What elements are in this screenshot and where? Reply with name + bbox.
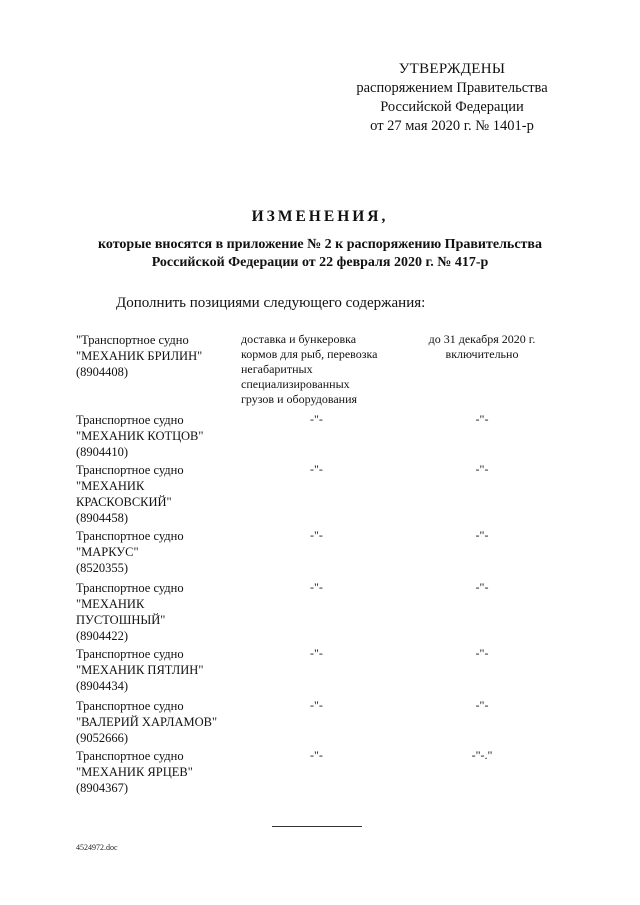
vessel-name-line: Транспортное судно xyxy=(76,749,184,763)
vessel-name-cell xyxy=(76,332,246,380)
purpose-line: -"- xyxy=(310,462,323,476)
purpose-line: -"- xyxy=(310,580,323,594)
purpose-line: -"- xyxy=(310,528,323,542)
term-cell xyxy=(420,462,544,477)
term-line: -"- xyxy=(475,646,489,660)
purpose-line: кормов для рыб, перевозка xyxy=(241,347,378,361)
term-cell xyxy=(420,748,544,763)
vessel-name-line: Транспортное судно xyxy=(76,647,184,661)
vessel-name-line: "МЕХАНИК КОТЦОВ" xyxy=(76,429,204,443)
term-line: -"- xyxy=(475,462,489,476)
purpose-line: -"- xyxy=(310,748,323,762)
vessel-name-line: (8904408) xyxy=(76,365,129,379)
footer-divider xyxy=(272,826,362,827)
vessel-name-line: "МЕХАНИК xyxy=(76,479,145,493)
purpose-cell xyxy=(241,332,401,407)
purpose-line: грузов и оборудования xyxy=(241,392,358,406)
approval-line-2: Российской Федерации xyxy=(380,99,524,115)
vessel-name-line: "МЕХАНИК ЯРЦЕВ" xyxy=(76,765,193,779)
vessel-name-line: (8904367) xyxy=(76,781,129,795)
purpose-line: доставка и бункеровка xyxy=(241,332,357,346)
vessel-name-cell xyxy=(76,580,246,644)
term-cell xyxy=(420,646,544,661)
vessel-name-cell xyxy=(76,412,246,460)
file-name: 4524972.doc xyxy=(76,843,118,852)
vessel-name-line: (8904410) xyxy=(76,445,129,459)
vessel-name-line: "ВАЛЕРИЙ ХАРЛАМОВ" xyxy=(76,715,218,729)
vessel-name-cell xyxy=(76,646,246,694)
term-line: -"- xyxy=(475,528,489,542)
term-line: -"- xyxy=(475,412,489,426)
approval-heading: УТВЕРЖДЕНЫ xyxy=(398,61,506,77)
term-cell xyxy=(420,528,544,543)
term-cell xyxy=(420,698,544,713)
purpose-line: -"- xyxy=(310,698,323,712)
vessel-name-line: (8520355) xyxy=(76,561,129,575)
purpose-line: специализированных xyxy=(241,377,350,391)
subtitle-line-2: Российской Федерации от 22 февраля 2020 г. № 417-р xyxy=(151,255,489,270)
purpose-line: негабаритных xyxy=(241,362,313,376)
vessel-name-line: "МАРКУС" xyxy=(76,545,139,559)
vessel-name-line: (8904458) xyxy=(76,511,129,525)
term-cell xyxy=(420,580,544,595)
term-cell xyxy=(420,332,544,362)
vessel-name-cell xyxy=(76,748,246,796)
term-line: до 31 декабря 2020 г. xyxy=(428,332,536,346)
term-line: -"- xyxy=(475,580,489,594)
purpose-line: -"- xyxy=(310,646,323,660)
vessel-name-line: "МЕХАНИК БРИЛИН" xyxy=(76,349,203,363)
intro-text: Дополнить позициями следующего содержания: xyxy=(116,295,426,311)
vessel-name-line: Транспортное судно xyxy=(76,699,184,713)
vessel-name-line: Транспортное судно xyxy=(76,529,184,543)
vessel-name-cell xyxy=(76,528,246,576)
document-title: ИЗМЕНЕНИЯ, xyxy=(251,208,389,225)
vessel-name-line: ПУСТОШНЫЙ" xyxy=(76,613,166,627)
vessel-name-line: Транспортное судно xyxy=(76,581,184,595)
vessel-name-line: (9052666) xyxy=(76,731,129,745)
term-line: включительно xyxy=(445,347,519,361)
vessel-name-line: КРАСКОВСКИЙ" xyxy=(76,495,172,509)
vessel-name-line: "Транспортное судно xyxy=(76,333,189,347)
vessel-name-cell xyxy=(76,462,246,526)
approval-line-3: от 27 мая 2020 г. № 1401-р xyxy=(370,118,534,134)
purpose-line: -"- xyxy=(310,412,323,426)
vessel-name-line: Транспортное судно xyxy=(76,413,184,427)
vessel-name-line: "МЕХАНИК xyxy=(76,597,145,611)
document-subtitle xyxy=(60,236,580,272)
vessel-name-line: (8904434) xyxy=(76,679,129,693)
vessel-name-cell xyxy=(76,698,246,746)
subtitle-line-1: которые вносятся в приложение № 2 к распоряжению Правительства xyxy=(98,237,542,252)
term-line: -"- xyxy=(475,698,489,712)
approval-block xyxy=(340,60,564,136)
approval-line-1: распоряжением Правительства xyxy=(356,80,548,96)
vessel-name-line: Транспортное судно xyxy=(76,463,184,477)
vessel-name-line: (8904422) xyxy=(76,629,129,643)
term-cell xyxy=(420,412,544,427)
vessel-name-line: "МЕХАНИК ПЯТЛИН" xyxy=(76,663,204,677)
term-line: -"-." xyxy=(471,748,493,762)
